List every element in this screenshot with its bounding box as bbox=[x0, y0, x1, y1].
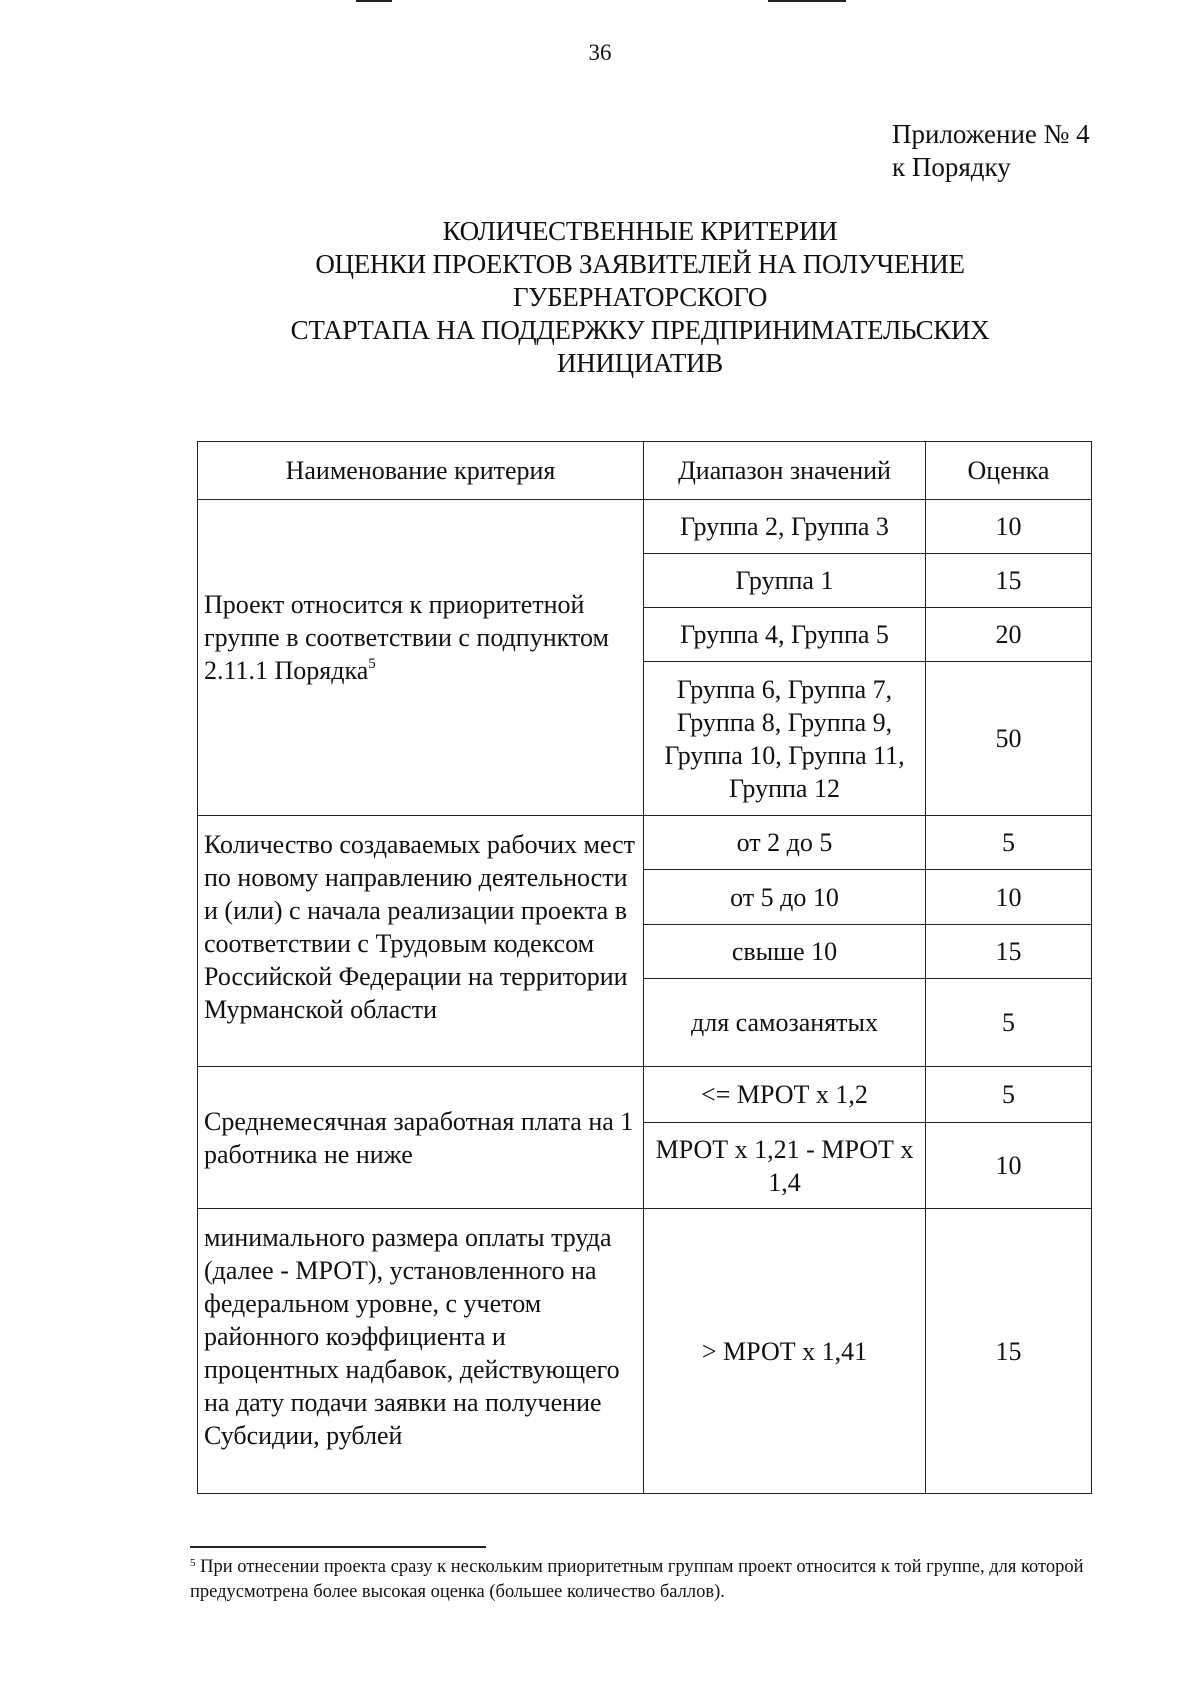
appendix-reference bbox=[892, 118, 1090, 184]
table-row bbox=[198, 1209, 1092, 1494]
range-cell: МРОТ x 1,21 - МРОТ x 1,4 bbox=[644, 1123, 926, 1209]
score-cell: 15 bbox=[926, 925, 1092, 979]
footnote-reference: 5 bbox=[368, 656, 376, 672]
table-header-row bbox=[198, 442, 1092, 500]
title-line: СТАРТАПА НА ПОДДЕРЖКУ ПРЕДПРИНИМАТЕЛЬСКИХ bbox=[290, 315, 990, 345]
appendix-line-2: к Порядку bbox=[892, 152, 1011, 182]
title-line: ГУБЕРНАТОРСКОГО bbox=[512, 282, 768, 312]
range-cell: Группа 6, Группа 7, Группа 8, Группа 9, Группа 10, Группа 11, Группа 12 bbox=[644, 662, 926, 816]
range-cell: от 5 до 10 bbox=[644, 870, 926, 925]
criteria-table bbox=[197, 441, 1092, 1494]
scan-artifact-line-left bbox=[356, 0, 392, 2]
score-cell: 15 bbox=[926, 554, 1092, 608]
range-cell: Группа 2, Группа 3 bbox=[644, 500, 926, 554]
criterion-name: минимального размера оплаты труда (далее - МРОТ), установленного на федеральном уровне, с учетом районного коэффициента и процентных надбавок, действующего на дату подачи заявки на получение Субсидии, рублей bbox=[204, 1223, 620, 1450]
footnote-marker: 5 bbox=[190, 1557, 196, 1569]
score-cell: 10 bbox=[926, 1123, 1092, 1209]
criterion-name: Среднемесячная заработная плата на 1 работника не ниже bbox=[204, 1106, 634, 1169]
header-value-range: Диапазон значений bbox=[644, 442, 926, 500]
table-row bbox=[198, 1067, 1092, 1123]
criterion-name: Проект относится к приоритетной группе в соответствии с подпунктом 2.11.1 Порядка bbox=[204, 590, 609, 685]
footnote-text: При отнесении проекта сразу к нескольким приоритетным группам проект относится к той группе, для которой предусмотрена более высокая оценка (большее количество баллов). bbox=[190, 1557, 1084, 1602]
score-cell: 5 bbox=[926, 1067, 1092, 1123]
title-line: ИНИЦИАТИВ bbox=[557, 348, 723, 378]
range-cell: > МРОТ x 1,41 bbox=[644, 1209, 926, 1494]
criterion-name-cell bbox=[198, 500, 644, 816]
score-cell: 10 bbox=[926, 500, 1092, 554]
header-criterion-name: Наименование критерия bbox=[198, 442, 644, 500]
range-cell: для самозанятых bbox=[644, 979, 926, 1067]
score-cell: 50 bbox=[926, 662, 1092, 816]
range-cell: Группа 1 bbox=[644, 554, 926, 608]
score-cell: 10 bbox=[926, 870, 1092, 925]
criterion-name-cell bbox=[198, 816, 644, 1067]
criterion-name-cell bbox=[198, 1067, 644, 1209]
table-row bbox=[198, 500, 1092, 554]
document-title bbox=[210, 215, 1070, 380]
range-cell: <= МРОТ x 1,2 bbox=[644, 1067, 926, 1123]
range-cell: Группа 4, Группа 5 bbox=[644, 608, 926, 662]
footnote-separator bbox=[190, 1546, 486, 1548]
page-number: 36 bbox=[588, 40, 612, 65]
appendix-line-1: Приложение № 4 bbox=[892, 119, 1090, 149]
score-cell: 20 bbox=[926, 608, 1092, 662]
score-cell: 15 bbox=[926, 1209, 1092, 1494]
header-score: Оценка bbox=[926, 442, 1092, 500]
footnote bbox=[190, 1555, 1115, 1605]
title-line: КОЛИЧЕСТВЕННЫЕ КРИТЕРИИ bbox=[442, 216, 838, 246]
criterion-name-cell bbox=[198, 1209, 644, 1494]
range-cell: от 2 до 5 bbox=[644, 816, 926, 870]
score-cell: 5 bbox=[926, 816, 1092, 870]
score-cell: 5 bbox=[926, 979, 1092, 1067]
title-line: ОЦЕНКИ ПРОЕКТОВ ЗАЯВИТЕЛЕЙ НА ПОЛУЧЕНИЕ bbox=[315, 249, 965, 279]
criterion-name: Количество создаваемых рабочих мест по новому направлению деятельности и (или) с начала реализации проекта в соответствии с Трудовым кодексом Российской Федерации на территории Мурманской области bbox=[204, 830, 636, 1024]
scan-artifact-line-right bbox=[768, 0, 846, 2]
table-row bbox=[198, 816, 1092, 870]
range-cell: свыше 10 bbox=[644, 925, 926, 979]
